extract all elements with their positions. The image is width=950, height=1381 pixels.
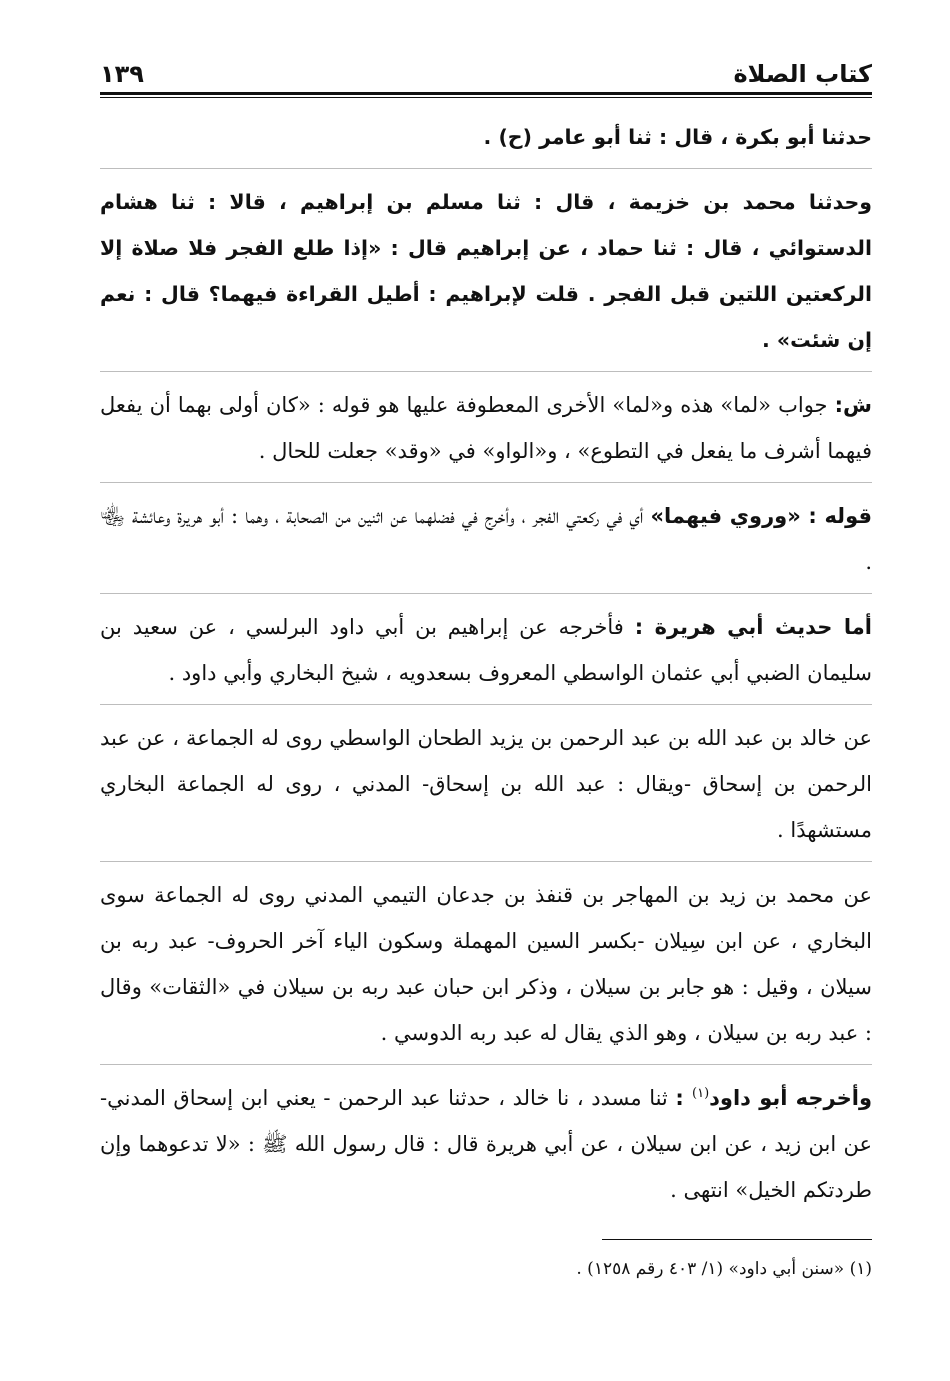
chapter-title: كتاب الصلاة bbox=[733, 60, 872, 88]
paragraph-8 bbox=[100, 1075, 872, 1213]
paragraph-4 bbox=[100, 493, 872, 585]
footnote-reference[interactable]: (١) bbox=[692, 1086, 710, 1101]
paragraph-5 bbox=[100, 604, 872, 696]
paragraph-lead: ش: bbox=[834, 393, 872, 417]
paragraph-7: عن محمد بن زيد بن المهاجر بن قنفذ بن جدعان التيمي المدني روى له الجماعة سوى البخاري ، عن ابن سِيلان -بكسر السين المهملة وسكون الياء آخر الحروف- عبد ربه بن سيلان ، وقيل : هو جابر بن سيلان ، وذكر ابن حبان عبد ربه بن سيلان في «الثقات» وقال : عبد ربه بن سيلان ، وهو الذي يقال له عبد ربه الدوسي . bbox=[100, 883, 872, 1045]
paragraph-lead: قوله : bbox=[808, 504, 872, 528]
paragraph-separator bbox=[100, 168, 872, 169]
quoted-phrase: «وروي فيهما» bbox=[650, 504, 809, 528]
page-body bbox=[100, 114, 872, 1284]
paragraph-3 bbox=[100, 382, 872, 474]
paragraph-separator bbox=[100, 1064, 872, 1065]
header-rule bbox=[100, 92, 872, 95]
header-rule-thin bbox=[100, 97, 872, 98]
paragraph-separator bbox=[100, 593, 872, 594]
paragraph-text: ثنا مسدد ، نا خالد ، حدثنا عبد الرحمن - يعني ابن إسحاق المدني- عن ابن زيد ، عن ابن سيلان ، عن أبي هريرة قال : قال رسول الله ﷺ : «لا تدعوهما وإن طردتكم الخيل» انتهى . bbox=[100, 1086, 872, 1202]
page-header bbox=[100, 48, 872, 90]
paragraph-lead-colon: : bbox=[675, 1086, 693, 1110]
footnote-rule bbox=[602, 1239, 872, 1240]
paragraph-6: عن خالد بن عبد الله بن عبد الرحمن بن يزيد الطحان الواسطي روى له الجماعة ، عن عبد الرحمن بن إسحاق -ويقال : عبد الله بن إسحاق- المدني ، روى له الجماعة البخاري مستشهدًا . bbox=[100, 726, 872, 842]
paragraph-1: حدثنا أبو بكرة ، قال : ثنا أبو عامر (ح) . bbox=[483, 125, 872, 149]
paragraph-2: وحدثنا محمد بن خزيمة ، قال : ثنا مسلم بن إبراهيم ، قالا : ثنا هشام الدستوائي ، قال : ثنا حماد ، عن إبراهيم قال : «إذا طلع الفجر فلا صلاة إلا الركعتين اللتين قبل الفجر . قلت لإبراهيم : أطيل القراءة فيهما؟ قال : نعم إن شئت» . bbox=[100, 190, 872, 352]
paragraph-text: فأخرجه عن إبراهيم بن أبي داود البرلسي ، عن سعيد بن سليمان الضبي أبي عثمان الواسطي المعروف بسعدويه ، شيخ البخاري وأبي داود . bbox=[100, 615, 872, 685]
book-page bbox=[100, 48, 872, 1348]
paragraph-lead: وأخرجه أبو داود bbox=[709, 1086, 872, 1110]
paragraph-text: جواب «لما» هذه و«لما» الأخرى المعطوفة عليها هو قوله : «كان أولى بهما أن يفعل فيهما أشرف ما يفعل في التطوع» ، و«الواو» في «وقد» جعلت للحال . bbox=[100, 393, 872, 463]
paragraph-lead: أما حديث أبي هريرة : bbox=[634, 615, 872, 639]
footnote: (١) «سنن أبي داود» (١/ ٤٠٣ رقم ١٢٥٨) . bbox=[576, 1259, 872, 1279]
paragraph-separator bbox=[100, 861, 872, 862]
paragraph-text: أي في ركعتي الفجر ، وأخرج في فضلهما عن اثنين من الصحابة ، وهما : أبو هريرة وعائشة ﵄ . bbox=[100, 504, 872, 574]
paragraph-separator bbox=[100, 482, 872, 483]
paragraph-separator bbox=[100, 371, 872, 372]
page-number: ١٣٩ bbox=[100, 60, 144, 88]
paragraph-separator bbox=[100, 704, 872, 705]
